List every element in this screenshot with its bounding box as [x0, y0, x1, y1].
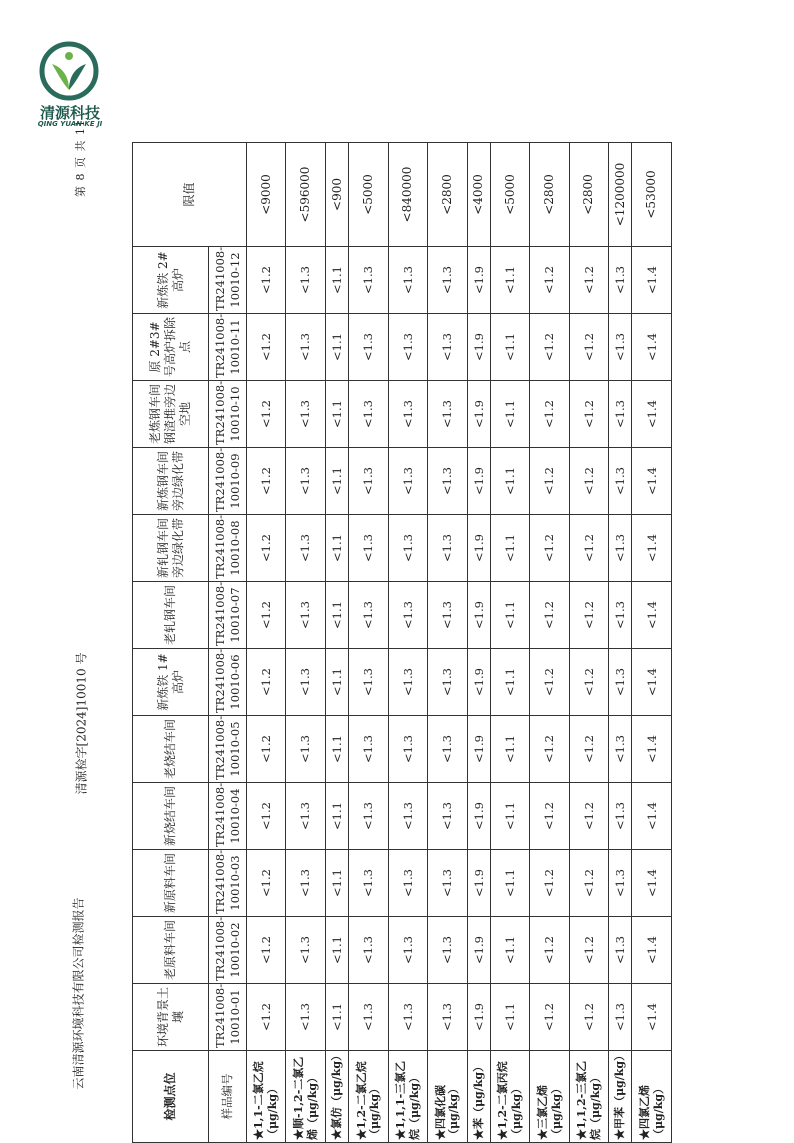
result-cell: <1.2 [247, 448, 286, 515]
analyte-row [609, 143, 632, 1143]
result-cell: <1.4 [632, 582, 672, 649]
result-cell: <1.1 [490, 917, 529, 984]
result-cell: <1.3 [349, 448, 388, 515]
result-cell: <1.9 [467, 850, 490, 917]
result-cell: <1.2 [247, 314, 286, 381]
analyte-label: ★三氯乙烯（μg/kg） [530, 1051, 569, 1143]
result-cell: <1.9 [467, 917, 490, 984]
result-cell: <1.3 [349, 984, 388, 1051]
result-cell: <1.9 [467, 716, 490, 783]
result-cell: <1.1 [325, 515, 348, 582]
result-cell: <1.3 [388, 716, 427, 783]
result-cell: <1.3 [349, 649, 388, 716]
analyte-row [490, 143, 529, 1143]
result-cell: <1.3 [388, 314, 427, 381]
result-cell: <1.4 [632, 716, 672, 783]
result-cell: <1.2 [569, 381, 608, 448]
sample-code: TR241008-10010-04 [209, 783, 247, 850]
result-cell: <1.3 [388, 649, 427, 716]
result-cell: <1.3 [349, 582, 388, 649]
logo-name: 清源科技 [39, 104, 100, 122]
result-cell: <1.9 [467, 448, 490, 515]
result-cell: <1.3 [609, 247, 632, 314]
result-cell: <1.1 [490, 247, 529, 314]
analyte-row [428, 143, 467, 1143]
result-cell: <1.1 [490, 515, 529, 582]
limit-cell: <4000 [467, 143, 490, 247]
result-cell: <1.3 [428, 649, 467, 716]
point-name: 新轧钢车间旁边绿化带 [133, 515, 209, 582]
result-cell: <1.3 [349, 247, 388, 314]
analyte-label: ★1,1,1-三氯乙烷（μg/kg） [388, 1051, 427, 1143]
result-cell: <1.9 [467, 582, 490, 649]
result-cell: <1.2 [569, 783, 608, 850]
result-cell: <1.2 [530, 649, 569, 716]
result-cell: <1.3 [428, 381, 467, 448]
point-name: 老轧钢车间 [133, 582, 209, 649]
sample-code: TR241008-10010-01 [209, 984, 247, 1051]
result-cell: <1.2 [247, 917, 286, 984]
result-cell: <1.1 [490, 984, 529, 1051]
sample-code: TR241008-10010-08 [209, 515, 247, 582]
point-name: 新烧结车间 [133, 783, 209, 850]
result-cell: <1.2 [247, 247, 286, 314]
result-cell: <1.3 [349, 716, 388, 783]
point-name: 原 2#3#号高炉拆除点 [133, 314, 209, 381]
result-cell: <1.1 [490, 716, 529, 783]
analyte-label: ★四氯化碳（μg/kg） [428, 1051, 467, 1143]
result-cell: <1.1 [490, 850, 529, 917]
result-cell: <1.4 [632, 314, 672, 381]
result-cell: <1.2 [569, 448, 608, 515]
point-name: 老炼钢车间钢渣堆旁边空地 [133, 381, 209, 448]
result-cell: <1.9 [467, 314, 490, 381]
result-cell: <1.3 [286, 783, 325, 850]
results-table [132, 143, 672, 1143]
analyte-label: ★1,1-二氯乙烷（μg/kg） [247, 1051, 286, 1143]
result-cell: <1.2 [530, 917, 569, 984]
analyte-label: ★甲苯（μg/kg） [609, 1051, 632, 1143]
sample-code: TR241008-10010-07 [209, 582, 247, 649]
point-name: 老烧结车间 [133, 716, 209, 783]
corner-label: 检测点位 [133, 1051, 209, 1143]
result-cell: <1.9 [467, 984, 490, 1051]
company-header: 云南清源环境科技有限公司检测报告 [71, 897, 86, 1090]
result-cell: <1.3 [609, 314, 632, 381]
result-cell: <1.2 [530, 984, 569, 1051]
result-cell: <1.2 [247, 582, 286, 649]
result-cell: <1.3 [388, 515, 427, 582]
limit-cell: <1200000 [609, 143, 632, 247]
point-name-row [133, 143, 209, 1143]
report-number: 清源检字[2024]10010 号 [74, 652, 89, 795]
result-cell: <1.2 [247, 381, 286, 448]
result-cell: <1.1 [490, 314, 529, 381]
point-name: 环境背景土壤 [133, 984, 209, 1051]
result-cell: <1.3 [428, 314, 467, 381]
analyte-label: ★1,2-二氯乙烷（μg/kg） [349, 1051, 388, 1143]
result-cell: <1.3 [428, 716, 467, 783]
result-cell: <1.3 [349, 850, 388, 917]
result-cell: <1.9 [467, 247, 490, 314]
result-cell: <1.2 [247, 515, 286, 582]
limit-cell: <2800 [569, 143, 608, 247]
sample-code: TR241008-10010-02 [209, 917, 247, 984]
result-cell: <1.2 [569, 247, 608, 314]
result-cell: <1.2 [247, 649, 286, 716]
result-cell: <1.3 [286, 850, 325, 917]
result-cell: <1.3 [388, 247, 427, 314]
result-cell: <1.3 [428, 917, 467, 984]
result-cell: <1.3 [388, 783, 427, 850]
limit-cell: <5000 [349, 143, 388, 247]
limit-header: 限值 [133, 143, 247, 247]
analyte-label: ★1,2-二氯丙烷（μg/kg） [490, 1051, 529, 1143]
result-cell: <1.3 [349, 783, 388, 850]
result-cell: <1.3 [609, 649, 632, 716]
result-cell: <1.3 [286, 917, 325, 984]
result-cell: <1.9 [467, 515, 490, 582]
result-cell: <1.3 [428, 850, 467, 917]
result-cell: <1.1 [325, 314, 348, 381]
result-cell: <1.2 [247, 783, 286, 850]
result-cell: <1.1 [490, 381, 529, 448]
limit-cell: <900 [325, 143, 348, 247]
sample-code: TR241008-10010-09 [209, 448, 247, 515]
analyte-label: ★四氯乙烯（μg/kg） [632, 1051, 672, 1143]
result-cell: <1.3 [286, 716, 325, 783]
company-logo [38, 40, 100, 102]
result-cell: <1.1 [490, 649, 529, 716]
result-cell: <1.2 [569, 582, 608, 649]
result-cell: <1.1 [325, 649, 348, 716]
result-cell: <1.3 [609, 850, 632, 917]
result-cell: <1.2 [530, 582, 569, 649]
limit-cell: <596000 [286, 143, 325, 247]
result-cell: <1.3 [388, 850, 427, 917]
result-cell: <1.2 [530, 247, 569, 314]
result-cell: <1.3 [286, 984, 325, 1051]
result-cell: <1.3 [388, 984, 427, 1051]
limit-cell: <53000 [632, 143, 672, 247]
result-cell: <1.4 [632, 247, 672, 314]
analyte-row [325, 143, 348, 1143]
analyte-row [388, 143, 427, 1143]
result-cell: <1.2 [530, 448, 569, 515]
result-cell: <1.2 [247, 716, 286, 783]
result-cell: <1.3 [428, 515, 467, 582]
result-cell: <1.4 [632, 783, 672, 850]
result-cell: <1.4 [632, 515, 672, 582]
result-cell: <1.4 [632, 381, 672, 448]
result-cell: <1.2 [569, 649, 608, 716]
result-cell: <1.4 [632, 984, 672, 1051]
result-cell: <1.2 [247, 850, 286, 917]
result-cell: <1.3 [609, 984, 632, 1051]
result-cell: <1.2 [569, 850, 608, 917]
result-cell: <1.2 [247, 984, 286, 1051]
sample-code: TR241008-10010-03 [209, 850, 247, 917]
result-cell: <1.2 [569, 314, 608, 381]
analyte-row [530, 143, 569, 1143]
result-cell: <1.2 [530, 381, 569, 448]
result-cell: <1.3 [349, 917, 388, 984]
result-cell: <1.3 [609, 448, 632, 515]
result-cell: <1.1 [325, 783, 348, 850]
result-cell: <1.2 [569, 515, 608, 582]
analyte-label: ★1,1,2-三氯乙烷（μg/kg） [569, 1051, 608, 1143]
result-cell: <1.2 [569, 716, 608, 783]
result-cell: <1.3 [349, 314, 388, 381]
result-cell: <1.3 [428, 448, 467, 515]
point-name: 新炼铁 1#高炉 [133, 649, 209, 716]
result-cell: <1.3 [428, 582, 467, 649]
result-cell: <1.2 [530, 314, 569, 381]
result-cell: <1.3 [388, 381, 427, 448]
result-cell: <1.3 [609, 515, 632, 582]
logo-emblem-icon [38, 40, 100, 102]
result-cell: <1.9 [467, 783, 490, 850]
analyte-row [247, 143, 286, 1143]
analyte-row [467, 143, 490, 1143]
sample-code: TR241008-10010-05 [209, 716, 247, 783]
result-cell: <1.2 [569, 984, 608, 1051]
result-cell: <1.3 [388, 917, 427, 984]
result-cell: <1.3 [286, 247, 325, 314]
sample-code: TR241008-10010-11 [209, 314, 247, 381]
result-cell: <1.3 [388, 448, 427, 515]
result-cell: <1.1 [325, 448, 348, 515]
result-cell: <1.3 [609, 716, 632, 783]
result-cell: <1.1 [325, 850, 348, 917]
result-cell: <1.3 [428, 984, 467, 1051]
point-name: 新炼铁 2#高炉 [133, 247, 209, 314]
result-cell: <1.1 [325, 716, 348, 783]
result-cell: <1.3 [609, 381, 632, 448]
result-cell: <1.4 [632, 448, 672, 515]
limit-cell: <5000 [490, 143, 529, 247]
sample-code: TR241008-10010-12 [209, 247, 247, 314]
sample-label: 样品编号 [209, 1051, 247, 1143]
result-cell: <1.3 [609, 917, 632, 984]
result-cell: <1.3 [349, 515, 388, 582]
result-cell: <1.3 [428, 783, 467, 850]
result-cell: <1.2 [530, 783, 569, 850]
limit-cell: <840000 [388, 143, 427, 247]
result-cell: <1.2 [530, 850, 569, 917]
limit-cell: <2800 [530, 143, 569, 247]
sample-code-row [209, 143, 247, 1143]
result-cell: <1.3 [286, 515, 325, 582]
result-cell: <1.1 [490, 783, 529, 850]
analyte-label: ★苯（μg/kg） [467, 1051, 490, 1143]
analyte-label: ★顺-1,2-二氯乙烯（μg/kg） [286, 1051, 325, 1143]
result-cell: <1.3 [286, 582, 325, 649]
result-cell: <1.1 [490, 448, 529, 515]
result-cell: <1.1 [325, 984, 348, 1051]
logo-subtitle: QING YUAN KE JI [37, 120, 103, 128]
analyte-label: ★氯仿（μg/kg） [325, 1051, 348, 1143]
result-cell: <1.3 [609, 582, 632, 649]
result-cell: <1.3 [286, 381, 325, 448]
sample-code: TR241008-10010-06 [209, 649, 247, 716]
sample-code: TR241008-10010-10 [209, 381, 247, 448]
limit-cell: <2800 [428, 143, 467, 247]
result-cell: <1.3 [609, 783, 632, 850]
result-cell: <1.1 [325, 917, 348, 984]
result-cell: <1.3 [286, 314, 325, 381]
result-cell: <1.1 [490, 582, 529, 649]
result-cell: <1.9 [467, 381, 490, 448]
result-cell: <1.9 [467, 649, 490, 716]
result-cell: <1.3 [349, 381, 388, 448]
result-cell: <1.3 [286, 649, 325, 716]
analyte-row [569, 143, 608, 1143]
result-cell: <1.2 [530, 515, 569, 582]
result-cell: <1.2 [530, 716, 569, 783]
result-cell: <1.4 [632, 917, 672, 984]
page-number: 第 8 页 共 11 [74, 119, 87, 197]
result-cell: <1.4 [632, 850, 672, 917]
analyte-row [349, 143, 388, 1143]
point-name: 老原料车间 [133, 917, 209, 984]
point-name: 新原料车间 [133, 850, 209, 917]
result-cell: <1.1 [325, 582, 348, 649]
result-cell: <1.3 [388, 582, 427, 649]
limit-cell: <9000 [247, 143, 286, 247]
analyte-row [286, 143, 325, 1143]
result-cell: <1.3 [286, 448, 325, 515]
result-cell: <1.2 [569, 917, 608, 984]
result-cell: <1.4 [632, 649, 672, 716]
point-name: 新炼钢车间旁边绿化带 [133, 448, 209, 515]
result-cell: <1.3 [428, 247, 467, 314]
result-cell: <1.1 [325, 247, 348, 314]
result-cell: <1.1 [325, 381, 348, 448]
analyte-row [632, 143, 672, 1143]
